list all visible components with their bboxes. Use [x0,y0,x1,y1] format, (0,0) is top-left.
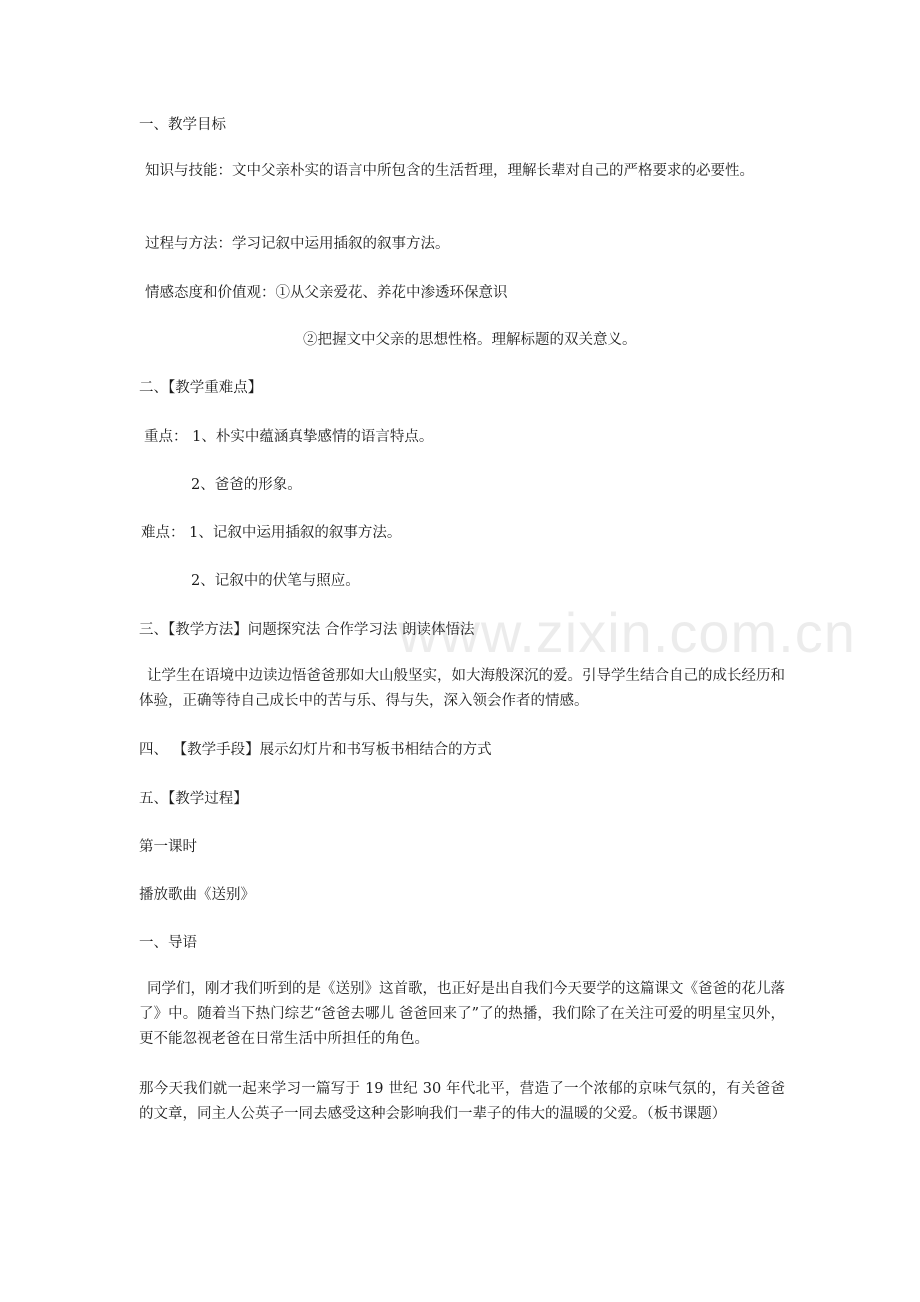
lesson-label: 第一课时 [139,839,197,855]
section-heading-objectives: 一、教学目标 [139,117,226,133]
methods-paragraph: 让学生在语境中边读边悟爸爸那如大山般坚实，如大海般深沉的爱。引导学生结合自己的成长经历和体验，正确等待自己成长中的苦与乐、得与失，深入领会作者的情感。 [139,668,785,709]
song-line: 播放歌曲《送别》 [139,887,255,903]
process-method-text: 过程与方法：学习记叙中运用插叙的叙事方法。 [145,236,450,252]
difficulty-2: 2、记叙中的伏笔与照应。 [191,573,360,589]
key-point-2: 2、爸爸的形象。 [191,477,302,493]
section-heading-key-points: 二、【教学重难点】 [139,380,263,396]
watermark: www.zixin.com.cn [398,601,856,664]
section-heading-means: 四、 【教学手段】展示幻灯片和书写板书相结合的方式 [139,742,492,758]
key-point-1: 重点： 1、朴实中蕴涵真挚感情的语言特点。 [144,429,434,445]
intro-paragraph-1: 同学们，刚才我们听到的是《送别》这首歌，也正好是出自我们今天要学的这篇课文《爸爸的花儿落了》中。随着当下热门综艺“爸爸去哪儿 爸爸回来了”了的热播，我们除了在关注可爱的明星宝贝外，更不能忽视老爸在日常生活中所担任的角色。 [139,981,785,1047]
intro-paragraph-2: 那今天我们就一起来学习一篇写于 19 世纪 30 年代北平，营造了一个浓郁的京味气氛的，有关爸爸的文章，同主人公英子一同去感受这种会影响我们一辈子的伟大的温暖的父爱。（板书课题） [139,1081,785,1122]
emotion-values-text: 情感态度和价值观：①从父亲爱花、养花中渗透环保意识 [145,285,508,301]
intro-heading: 一、导语 [139,935,197,951]
difficulty-1: 难点： 1、记叙中运用插叙的叙事方法。 [141,525,402,541]
section-heading-process: 五、【教学过程】 [139,791,248,807]
emotion-values-text-2: ②把握文中父亲的思想性格。理解标题的双关意义。 [303,332,637,348]
knowledge-skills-text: 知识与技能：文中父亲朴实的语言中所包含的生活哲理，理解长辈对自己的严格要求的必要性。 [145,163,754,179]
section-heading-methods: 三、【教学方法】问题探究法 合作学习法 朗读体悟法 [139,622,475,638]
